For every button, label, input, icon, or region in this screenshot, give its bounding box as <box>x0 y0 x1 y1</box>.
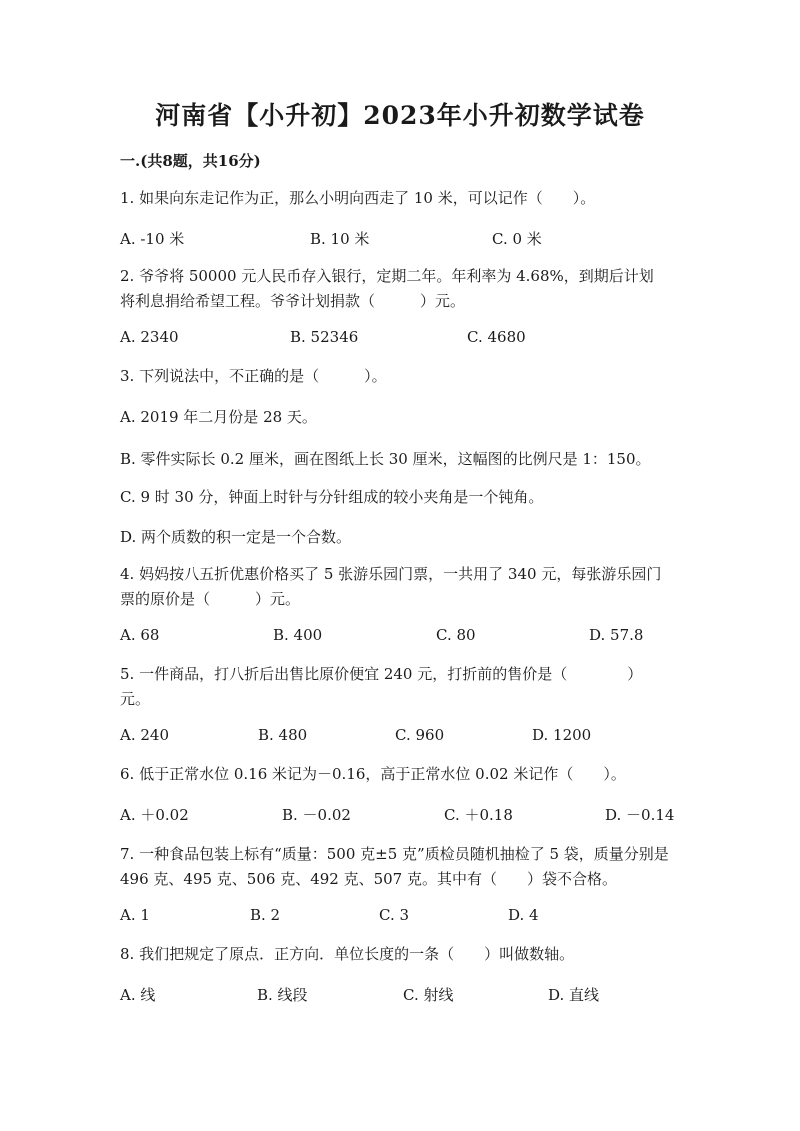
question-1: 1. 如果向东走记作为正，那么小明向西走了 10 米，可以记作（ ）。 <box>120 189 596 207</box>
q5-option-b: B. 480 <box>258 726 308 744</box>
question-5: 5. 一件商品，打八折后出售比原价便宜 240 元，打折前的售价是（ ）元。 <box>120 665 643 708</box>
page-title: 河南省【小升初】2023年小升初数学试卷 <box>155 101 645 130</box>
q4-option-d: D. 57.8 <box>589 626 644 644</box>
q8-option-c: C. 射线 <box>403 986 454 1004</box>
q2-option-a: A. 2340 <box>120 328 179 346</box>
q4-option-c: C. 80 <box>436 626 476 644</box>
question-4: 4. 妈妈按八五折优惠价格买了 5 张游乐园门票，一共用了 340 元，每张游乐园门票的原价是（ ）元。 <box>120 565 662 608</box>
q4-option-a: A. 68 <box>120 626 160 644</box>
question-8: 8. 我们把规定了原点．正方向．单位长度的一条（ ）叫做数轴。 <box>120 945 575 963</box>
q6-option-a: A. ＋0.02 <box>120 806 189 824</box>
q6-option-c: C. ＋0.18 <box>444 806 513 824</box>
q3-option-c: C. 9 时 30 分，钟面上时针与分针组成的较小夹角是一个钝角。 <box>120 488 544 506</box>
q2-option-b: B. 52346 <box>290 328 359 346</box>
q8-option-d: D. 直线 <box>548 986 600 1004</box>
q7-option-d: D. 4 <box>508 906 539 924</box>
q7-option-a: A. 1 <box>120 906 150 924</box>
question-3: 3. 下列说法中，不正确的是（ ）。 <box>120 367 387 385</box>
q1-option-b: B. 10 米 <box>310 230 370 248</box>
q7-option-c: C. 3 <box>379 906 410 924</box>
q3-option-a: A. 2019 年二月份是 28 天。 <box>120 408 317 426</box>
question-6: 6. 低于正常水位 0.16 米记为－0.16，高于正常水位 0.02 米记作（ ）。 <box>120 765 626 783</box>
q6-option-d: D. －0.14 <box>605 806 675 824</box>
question-7: 7. 一种食品包装上标有“质量：500 克±5 克”质检员随机抽检了 5 袋，质量分别是 496 克、495 克、506 克、492 克、507 克。其中有（ ）袋不合格。 <box>120 845 669 888</box>
q6-option-b: B. －0.02 <box>282 806 351 824</box>
q3-option-b: B. 零件实际长 0.2 厘米，画在图纸上长 30 厘米，这幅图的比例尺是 1：150。 <box>120 450 651 468</box>
q7-option-b: B. 2 <box>250 906 281 924</box>
q2-option-c: C. 4680 <box>467 328 526 346</box>
q1-option-c: C. 0 米 <box>492 230 542 248</box>
section-heading: 一.(共8题，共16分) <box>120 152 261 170</box>
question-2: 2. 爷爷将 50000 元人民币存入银行，定期二年。年利率为 4.68%，到期后计划将利息捐给希望工程。爷爷计划捐款（ ）元。 <box>120 267 654 310</box>
q5-option-d: D. 1200 <box>532 726 592 744</box>
q8-option-a: A. 线 <box>120 986 156 1004</box>
q5-option-c: C. 960 <box>395 726 445 744</box>
q4-option-b: B. 400 <box>273 626 323 644</box>
q5-option-a: A. 240 <box>120 726 169 744</box>
q8-option-b: B. 线段 <box>257 986 308 1004</box>
q1-option-a: A. -10 米 <box>120 230 185 248</box>
q3-option-d: D. 两个质数的积一定是一个合数。 <box>120 528 352 546</box>
